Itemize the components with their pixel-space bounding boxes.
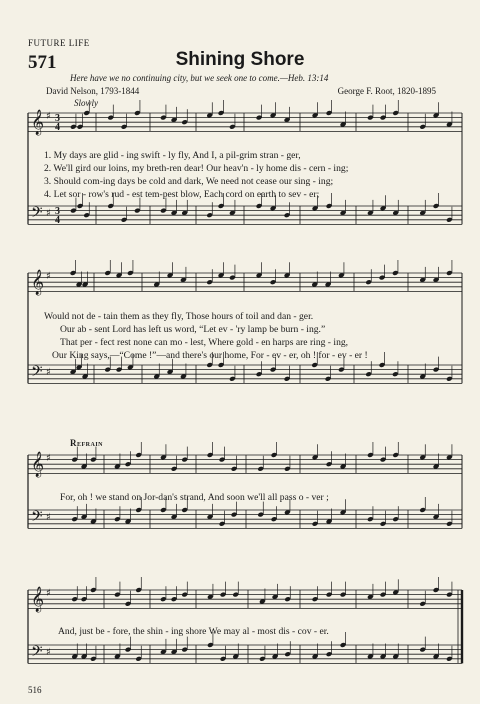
page-number: 516 xyxy=(28,685,42,695)
lyric-line-verse-4: Our King says,—“Come !”—and there's our home, For - ev - er, oh ! for - ev - er ! xyxy=(52,350,368,361)
tempo-marking: Slowly xyxy=(74,98,98,108)
lyric-line-verse-3: 3. Should com-ing days be cold and dark, We need not cease our sing - ing; xyxy=(44,176,334,187)
bass-clef: 𝄢 xyxy=(31,204,43,225)
lyric-line-verse-3: That per - fect rest none can mo - lest, Where gold - en harps are ring - ing, xyxy=(60,337,349,348)
treble-clef: 𝄞 xyxy=(31,587,45,612)
key-signature-sharp: ♯ xyxy=(46,367,51,378)
bass-clef: 𝄢 xyxy=(31,363,43,384)
time-signature-bottom: 4 xyxy=(55,122,60,133)
lyric-line-verse-4: 4. Let sor - row's rud - est tem-pest blow, Each cord on earth to sev - er; xyxy=(44,189,320,200)
lyric-line-verse-2: 2. We'll gird our loins, my breth-ren dear! Our heav'n - ly home dis - cern - ing; xyxy=(44,163,349,174)
scripture-epigraph: Here have we no continuing city, but we seek one to come.—Heb. 13:14 xyxy=(70,73,329,83)
time-signature-top: 3 xyxy=(55,113,60,124)
key-signature-sharp: ♯ xyxy=(46,208,51,219)
hymn-number: 571 xyxy=(28,52,57,73)
lyric-line-verse-2: Our ab - sent Lord has left us word, “Let ev - 'ry lamp be burn - ing.” xyxy=(60,324,326,335)
bass-clef: 𝄢 xyxy=(31,643,43,664)
time-signature-top: 3 xyxy=(55,206,60,217)
time-signature-bottom: 4 xyxy=(55,215,60,226)
section-label: FUTURE LIFE xyxy=(28,38,90,48)
refrain-label: Refrain xyxy=(70,438,104,448)
lyricist-credit: David Nelson, 1793-1844 xyxy=(46,86,140,96)
key-signature-sharp: ♯ xyxy=(46,453,51,464)
key-signature-sharp: ♯ xyxy=(46,111,51,122)
composer-credit: George F. Root, 1820-1895 xyxy=(337,86,436,96)
lyric-line-refrain-end: And, just be - fore, the shin - ing shore We may al - most dis - cov - er. xyxy=(58,626,329,637)
key-signature-sharp: ♯ xyxy=(46,647,51,658)
lyric-line-verse-1: Would not de - tain them as they fly, Those hours of toil and dan - ger. xyxy=(44,311,314,322)
treble-clef: 𝄞 xyxy=(31,110,45,135)
treble-clef: 𝄞 xyxy=(31,270,45,295)
key-signature-sharp: ♯ xyxy=(46,271,51,282)
hymn-title: Shining Shore xyxy=(175,49,305,70)
lyric-line-refrain: For, oh ! we stand on Jor-dan's strand, And soon we'll all pass o - ver ; xyxy=(60,492,329,503)
key-signature-sharp: ♯ xyxy=(46,512,51,523)
bass-clef: 𝄢 xyxy=(31,508,43,529)
key-signature-sharp: ♯ xyxy=(46,588,51,599)
treble-clef: 𝄞 xyxy=(31,452,45,477)
lyric-line-verse-1: 1. My days are glid - ing swift - ly fly, And I, a pil-grim stran - ger, xyxy=(44,150,301,161)
